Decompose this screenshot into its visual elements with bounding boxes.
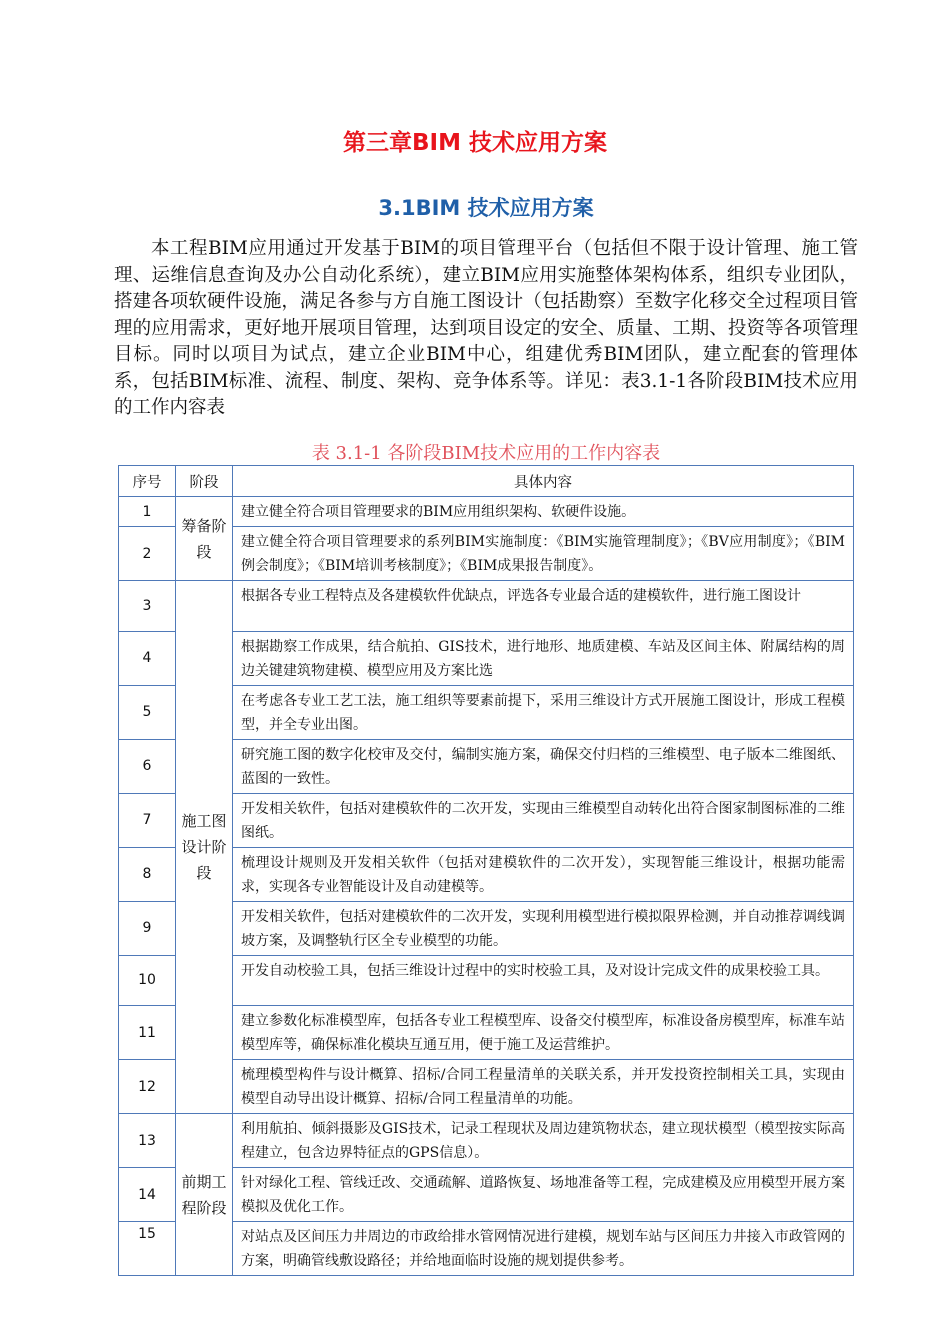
section-title: 3.1BIM 技术应用方案 [378, 196, 594, 220]
table-row [119, 1114, 854, 1168]
row-content: 建立健全符合项目管理要求的BIM应用组织架构、软硬件设施。 [233, 497, 854, 527]
stage-cell: 筹备阶段 [176, 497, 233, 581]
row-content: 研究施工图的数字化校审及交付，编制实施方案，确保交付归档的三维模型、电子版本二维图纸、蓝图的一致性。 [233, 739, 854, 793]
row-content: 开发自动校验工具，包括三维设计过程中的实时校验工具，及对设计完成文件的成果校验工具。 [233, 955, 854, 1006]
row-num: 7 [119, 793, 176, 847]
row-num: 11 [119, 1006, 176, 1060]
table-caption: 表 3.1-1 各阶段BIM技术应用的工作内容表 [311, 443, 661, 464]
row-content: 建立参数化标准模型库，包括各专业工程模型库、设备交付模型库，标准设备房模型库，标准车站模型库等，确保标准化模块互通互用，便于施工及运营维护。 [233, 1006, 854, 1060]
row-content: 针对绿化工程、管线迁改、交通疏解、道路恢复、场地准备等工程，完成建模及应用模型开展方案模拟及优化工作。 [233, 1168, 854, 1222]
row-num: 15 [119, 1222, 176, 1276]
stage-cell: 施工图设计阶段 [176, 581, 233, 1114]
row-content: 根据勘察工作成果，结合航拍、GIS技术，进行地形、地质建模、车站及区间主体、附属结构的周边关键建筑物建模、模型应用及方案比选 [233, 631, 854, 685]
row-num: 9 [119, 901, 176, 955]
row-num: 10 [119, 955, 176, 1006]
row-num: 14 [119, 1168, 176, 1222]
chapter-title: 第三章BIM 技术应用方案 [343, 130, 607, 156]
row-num: 1 [119, 497, 176, 527]
row-num: 12 [119, 1060, 176, 1114]
row-content: 开发相关软件，包括对建模软件的二次开发，实现利用模型进行模拟限界检测，并自动推荐调线调坡方案，及调整轨行区全专业模型的功能。 [233, 901, 854, 955]
row-num: 13 [119, 1114, 176, 1168]
work-content-table [118, 465, 854, 1276]
row-content: 建立健全符合项目管理要求的系列BIM实施制度：《BIM实施管理制度》；《BV应用制度》；《BIM例会制度》；《BIM培训考核制度》；《BIM成果报告制度》。 [233, 527, 854, 581]
row-content: 梳理模型构件与设计概算、招标/合同工程量清单的关联关系，并开发投资控制相关工具，实现由模型自动导出设计概算、招标/合同工程量清单的功能。 [233, 1060, 854, 1114]
table-header-row [119, 466, 854, 497]
row-num: 8 [119, 847, 176, 901]
row-content: 开发相关软件，包括对建模软件的二次开发，实现由三维模型自动转化出符合图家制图标准的二维图纸。 [233, 793, 854, 847]
row-content: 梳理设计规则及开发相关软件（包括对建模软件的二次开发），实现智能三维设计，根据功能需求，实现各专业智能设计及自动建模等。 [233, 847, 854, 901]
stage-cell: 前期工程阶段 [176, 1114, 233, 1276]
row-content: 根据各专业工程特点及各建模软件优缺点，评选各专业最合适的建模软件，进行施工图设计 [233, 581, 854, 632]
header-content: 具体内容 [233, 466, 854, 497]
row-content: 对站点及区间压力井周边的市政给排水管网情况进行建模，规划车站与区间压力井接入市政管网的方案，明确管线敷设路径；并给地面临时设施的规划提供参考。 [233, 1222, 854, 1276]
row-content: 利用航拍、倾斜摄影及GIS技术，记录工程现状及周边建筑物状态，建立现状模型（模型按实际高程建立，包含边界特征点的GPS信息）。 [233, 1114, 854, 1168]
intro-text: 本工程BIM应用通过开发基于BIM的项目管理平台（包括但不限于设计管理、施工管理、运维信息查询及办公自动化系统），建立BIM应用实施整体架构体系，组织专业团队，搭建各项软硬件设施，满足各参与方自施工图设计（包括勘察）至数字化移交全过程项目管理的应用需求，更好地开展项目管理，达到项目设定的安全、质量、工期、投资等各项管理目标。同时以项目为试点，建立企业BIM中心，组建优秀BIM团队，建立配套的管理体系，包括BIM标准、流程、制度、架构、竞争体系等。详见：表3.1-1各阶段BIM技术应用的工作内容表 [114, 238, 858, 418]
table-row [119, 581, 854, 632]
row-num: 6 [119, 739, 176, 793]
row-num: 3 [119, 581, 176, 632]
row-num: 4 [119, 631, 176, 685]
header-stage: 阶段 [176, 466, 233, 497]
row-content: 在考虑各专业工艺工法，施工组织等要素前提下，采用三维设计方式开展施工图设计，形成工程模型，并全专业出图。 [233, 685, 854, 739]
row-num: 5 [119, 685, 176, 739]
intro-paragraph [114, 236, 858, 422]
table-row [119, 497, 854, 527]
row-num: 2 [119, 527, 176, 581]
header-num: 序号 [119, 466, 176, 497]
